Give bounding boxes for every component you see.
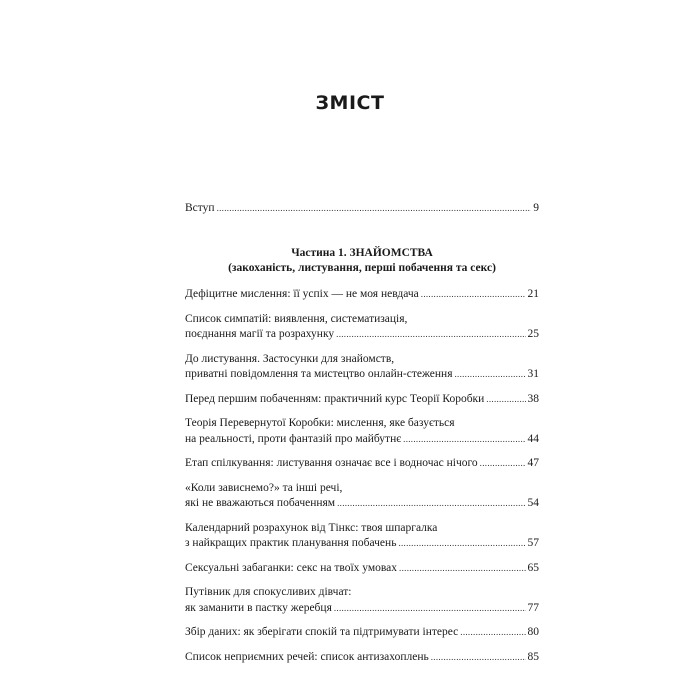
toc-entry-title-line: До листування. Застосунки для знайомств, bbox=[185, 352, 395, 365]
toc-entry-title-line: Путівник для спокусливих дівчат: bbox=[185, 586, 352, 598]
toc-entry-title-line: на реальності, проти фантазій про майбутнє bbox=[185, 432, 402, 445]
toc-entry bbox=[185, 392, 539, 408]
page-title: ЗМІСТ bbox=[315, 92, 385, 114]
toc-entry-title-line: Список симпатій: виявлення, систематизація, bbox=[185, 312, 408, 325]
toc-entry bbox=[185, 650, 539, 666]
toc-entry bbox=[185, 561, 539, 577]
part-heading bbox=[185, 246, 539, 276]
dot-leader bbox=[421, 287, 526, 303]
toc-page-number: 44 bbox=[527, 432, 539, 445]
dot-leader bbox=[399, 561, 525, 577]
toc-page-number: 85 bbox=[527, 650, 539, 663]
toc-page-number: 21 bbox=[527, 288, 539, 300]
toc-entry bbox=[185, 352, 539, 383]
dot-leader bbox=[334, 601, 526, 617]
toc-intro bbox=[185, 201, 539, 226]
toc-page-number: 77 bbox=[527, 601, 539, 614]
toc-entry bbox=[185, 521, 539, 552]
toc-entry-title-line: «Коли зависнемо?» та інші речі, bbox=[185, 481, 343, 494]
toc-entry-title-line: приватні повідомлення та мистецтво онлайн-стеження bbox=[185, 368, 453, 380]
toc-entry-title-line: Календарний розрахунок від Тінкс: твоя шпаргалка bbox=[185, 521, 438, 534]
toc-entry-title-line: з найкращих практик планування побачень bbox=[185, 537, 397, 549]
dot-leader bbox=[460, 625, 525, 641]
toc-entry bbox=[185, 456, 539, 472]
toc-entry bbox=[185, 416, 539, 447]
toc-entry-title-line: Сексуальні забаганки: секс на твоїх умовах bbox=[185, 561, 398, 574]
toc-page-number: 54 bbox=[527, 497, 539, 509]
part-title: Частина 1. ЗНАЙОМСТВА bbox=[291, 247, 433, 259]
toc-entry-title-line: Список неприємних речей: список антизахоплень bbox=[185, 650, 429, 663]
dot-leader bbox=[431, 650, 526, 666]
toc-entry-title-line: поєднання магії та розрахунку bbox=[185, 328, 335, 340]
toc-page-number: 47 bbox=[527, 457, 539, 469]
dot-leader bbox=[217, 201, 532, 217]
toc-page-number: 25 bbox=[527, 328, 539, 340]
toc-page-number: 31 bbox=[527, 368, 539, 380]
dot-leader bbox=[336, 327, 525, 343]
toc-entry-title-line: як заманити в пастку жеребця bbox=[185, 601, 332, 614]
toc-entry bbox=[185, 481, 539, 512]
toc-page-number: 9 bbox=[533, 202, 539, 214]
toc-page-number: 80 bbox=[527, 626, 539, 638]
toc-page-number: 38 bbox=[527, 392, 539, 405]
toc-list bbox=[185, 287, 539, 674]
dot-leader bbox=[480, 456, 526, 472]
toc-entry-title-line: Теорія Перевернутої Коробки: мислення, яке базується bbox=[185, 417, 455, 429]
dot-leader bbox=[403, 432, 525, 448]
toc-entry bbox=[185, 625, 539, 641]
dot-leader bbox=[454, 367, 525, 383]
dot-leader bbox=[337, 496, 525, 512]
dot-leader bbox=[398, 536, 525, 552]
toc-entry-title-line: Етап спілкування: листування означає все і водночас нічого bbox=[185, 457, 478, 469]
part-subtitle: (закоханість, листування, перші побачення та секс) bbox=[228, 262, 496, 274]
toc-page-number: 57 bbox=[527, 537, 539, 549]
toc-entry-title-line: які не вважаються побаченням bbox=[185, 497, 336, 509]
toc-entry bbox=[185, 312, 539, 343]
toc-page-number: 65 bbox=[527, 561, 539, 574]
toc-entry-title-line: Перед першим побаченням: практичний курс Теорії Коробки bbox=[185, 392, 485, 405]
toc-entry-title: Вступ bbox=[185, 202, 215, 214]
toc-entry-intro bbox=[185, 201, 539, 217]
dot-leader bbox=[486, 392, 525, 408]
toc-entry-title-line: Дефіцитне мислення: її успіх — не моя невдача bbox=[185, 288, 419, 300]
toc-entry bbox=[185, 287, 539, 303]
toc-entry bbox=[185, 585, 539, 616]
toc-entry-title-line: Збір даних: як зберігати спокій та підтримувати інтерес bbox=[185, 626, 459, 638]
